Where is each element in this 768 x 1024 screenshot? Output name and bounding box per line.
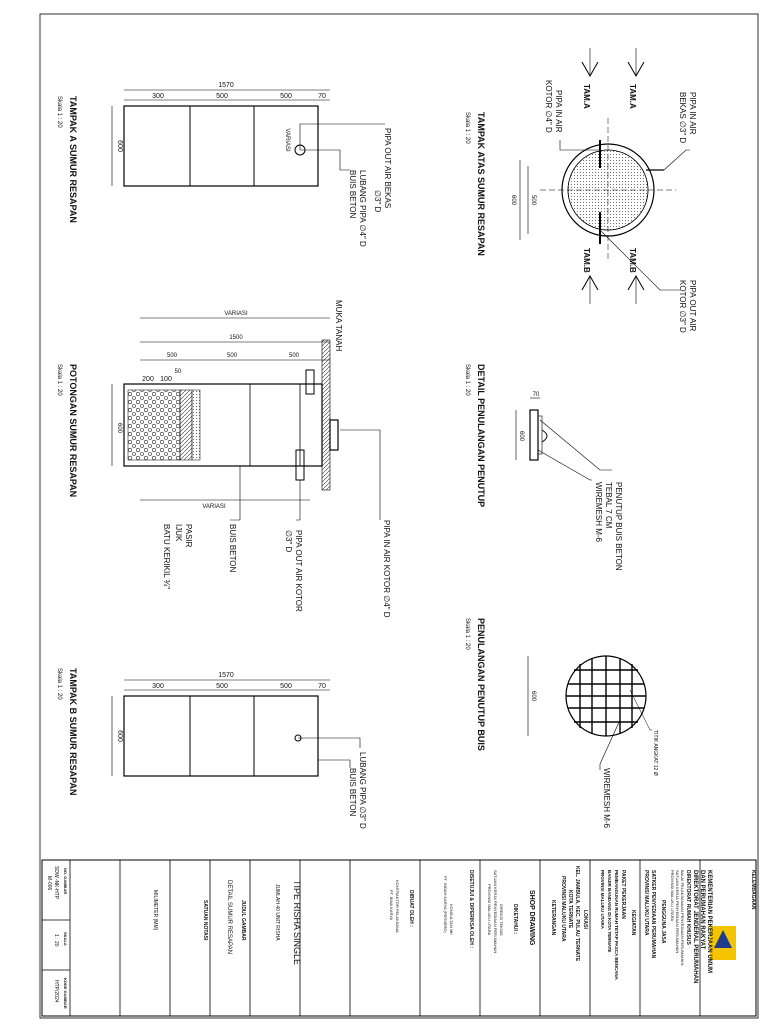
svg-text:BALAI PELAKSANAAN PENYEDIAAN P: BALAI PELAKSANAAN PENYEDIAAN PERUMAHAN [680,870,685,966]
svg-text:PAKET PEKERJAAN: PAKET PEKERJAAN [620,870,626,919]
svg-text:HTP/2024: HTP/2024 [53,980,59,1003]
sheet-border [40,14,758,1018]
detail-penutup-scale: Skala 1 : 20 [464,364,470,396]
label-diameter-out: ∅3" D [284,530,293,553]
tampak-b-scale: Skala 1 : 20 [56,668,62,700]
tampak-b-outline [124,696,318,776]
potongan-scale: Skala 1 : 20 [56,364,62,396]
dim-variasi: VARIASI [224,311,248,317]
gravel-layer [128,390,180,460]
svg-text:1 : 20: 1 : 20 [53,934,59,947]
svg-text:DISETUJUI & DIPERIKSA OLEH :: DISETUJUI & DIPERIKSA OLEH : [468,870,474,948]
svg-text:MILIMETER (MM): MILIMETER (MM) [152,890,158,931]
tag-tam-a: TAM.A [582,84,591,109]
dim-500: 500 [288,353,300,359]
label-lubang-pipa: LUBANG PIPA ∅4" D [358,170,367,247]
label-pipa-in-air: PIPA IN AIR [688,92,697,135]
dim-50: 50 [174,369,182,375]
tag-tam-a: TAM.A [628,84,637,109]
svg-text:KEGIATAN: KEGIATAN [630,910,636,936]
dim-1570: 1570 [218,672,234,679]
svg-text:KETERANGAN: KETERANGAN [550,900,556,936]
tipe-label: TIPE RISHA SINGLE [292,880,302,966]
drawing-title: DETAIL SUMUR RESAPAN [226,880,232,954]
svg-text:LOKASI: LOKASI [582,910,588,929]
pasir-layer [192,390,200,460]
svg-text:KONTRAKTOR PELAKSANA: KONTRAKTOR PELAKSANA [395,880,400,933]
cover-slab [330,420,338,450]
label-bekas: BEKAS ∅3" D [678,92,687,144]
svg-text:DIBUAT OLEH :: DIBUAT OLEH : [408,890,414,927]
label-buis-beton: BUIS BETON [348,768,357,817]
dim-70: 70 [318,683,326,690]
detail-penutup-title: DETAIL PENULANGAN PENUTUP [476,364,486,508]
dim-500: 500 [226,353,238,359]
dim-500: 500 [216,683,228,690]
lifting-hook [542,430,547,442]
label-tebal: TEBAL 7 CM [604,482,613,529]
svg-text:DAN PERUMAHAN RAKYAT: DAN PERUMAHAN RAKYAT [699,870,705,950]
svg-text:NO. GAMBAR: NO. GAMBAR [63,868,68,895]
dim-1570: 1570 [218,82,234,89]
svg-text:SATUAN KERJA PENYEDIAAN PERUMA: SATUAN KERJA PENYEDIAAN PERUMAHAN [675,870,680,954]
label-titik-angkat: TITIK ANGKAT 12 Ø [652,730,658,776]
svg-text:PENGGUNA JASA: PENGGUNA JASA [660,900,666,944]
svg-text:KEL. JAMBULA, KEC. PULAU TERNA: KEL. JAMBULA, KEC. PULAU TERNATE [574,866,580,962]
svg-text:DIREKTORAT RUMAH KHUSUS: DIREKTORAT RUMAH KHUSUS [685,870,691,945]
dim-200: 200 [142,376,154,383]
pipe-in [306,370,314,394]
ground-soil [322,340,330,490]
label-batu-kerikil: BATU KERIKIL ¾" [162,524,171,590]
dim-600: 600 [518,430,524,442]
potongan-title: POTONGAN SUMUR RESAPAN [68,364,78,498]
svg-text:DIREKSI TEKNIS: DIREKSI TEKNIS [499,904,504,936]
svg-text:SATKER PENYEDIAAN PERUMAHAN: SATKER PENYEDIAAN PERUMAHAN [650,870,656,959]
tag-tam-b: TAM.B [582,248,591,273]
label-pipa-out-air: PIPA OUT AIR [688,280,697,332]
dim-600: 600 [530,690,536,702]
svg-text:PROVINSI MALUKU UTARA: PROVINSI MALUKU UTARA [643,870,649,936]
label-kotor-out: KOTOR ∅3" D [678,280,687,333]
svg-text:PROVINSI MALUKU UTARA: PROVINSI MALUKU UTARA [487,884,492,936]
svg-text:BANJIR BANDANG DI KOTA TERNATE: BANJIR BANDANG DI KOTA TERNATE [607,870,612,953]
label-buis-beton: BUIS BETON [348,170,357,219]
label-ijuk: IJUK [174,524,183,542]
cover-slab-section [530,410,538,460]
svg-text:PT. INDAH KARYA (PERSERO): PT. INDAH KARYA (PERSERO) [443,876,448,933]
logo-label: KELEMBAGAAN [750,870,756,910]
svg-text:M-006: M-006 [46,876,52,891]
dim-1500: 1500 [229,335,243,341]
dim-600: 600 [116,730,123,742]
svg-text:PROVINSI MALUKU UTARA: PROVINSI MALUKU UTARA [560,876,566,942]
dim-300: 300 [152,683,164,690]
penulangan-scale: Skala 1 : 20 [464,618,470,650]
svg-text:KOTA TERNATE: KOTA TERNATE [567,890,573,929]
label-pipa-in-air-kotor: PIPA IN AIR KOTOR ∅4" D [382,520,391,618]
tampak-atas-scale: Skala 1 : 20 [464,112,470,144]
dim-500: 500 [280,683,292,690]
svg-text:SDW.-NK-HTP: SDW.-NK-HTP [53,866,59,900]
tampak-b-view [56,668,367,829]
label-pipa-out-air-kotor: PIPA OUT AIR KOTOR [294,530,303,612]
label-penutup-buis-beton: PENUTUP BUIS BETON [614,482,623,571]
svg-text:KONSULTAN MK: KONSULTAN MK [449,904,454,935]
tampak-atas-title: TAMPAK ATAS SUMUR RESAPAN [476,112,486,256]
detail-penutup-view [464,364,623,571]
svg-text:KODE GAMBAR: KODE GAMBAR [63,978,68,1009]
dim-500: 500 [216,93,228,100]
dim-300: 300 [152,93,164,100]
dim-100: 100 [160,376,172,383]
dim-600: 600 [116,422,122,434]
tampak-a-view [56,82,392,247]
svg-text:KEMENTERIAN PEKERJAAN UMUM: KEMENTERIAN PEKERJAAN UMUM [706,870,712,974]
svg-text:PROVINSI MALUKU UTARA: PROVINSI MALUKU UTARA [670,870,675,922]
potongan-view [56,300,391,618]
svg-text:JUDUL GAMBAR: JUDUL GAMBAR [240,900,246,941]
label-pipa-in-air: PIPA IN AIR [554,90,563,133]
svg-text:SKALA: SKALA [63,932,68,946]
tampak-b-title: TAMPAK B SUMUR RESAPAN [68,668,78,796]
label-muka-tanah: MUKA TANAH [334,300,343,352]
tampak-atas-view [464,48,697,333]
svg-text:DIKETAHUI :: DIKETAHUI : [512,904,518,934]
svg-text:SHOP DRAWING: SHOP DRAWING [528,890,535,946]
svg-text:PROVINSI MALUKU UTARA: PROVINSI MALUKU UTARA [600,870,605,929]
label-wiremesh: WIREMESH M-6 [594,482,603,542]
tampak-a-scale: Skala 1 : 20 [56,96,62,128]
variasi-label: VARIASI [284,128,290,152]
svg-text:PT. BINA KARYA: PT. BINA KARYA [389,890,394,921]
svg-text:DIREKTORAT JENDERAL PERUMAHAN: DIREKTORAT JENDERAL PERUMAHAN [692,870,698,984]
penulangan-view [464,618,658,829]
label-pasir: PASIR [184,524,193,548]
dim-variasi: VARIASI [202,504,226,510]
dim-70: 70 [532,392,540,398]
dim-70: 70 [318,93,326,100]
label-diameter: ∅3" D [373,190,382,213]
tampak-a-title: TAMPAK A SUMUR RESAPAN [68,96,78,223]
title-block [42,860,756,1016]
label-buis-beton: BUIS BETON [228,524,237,573]
penulangan-title: PENULANGAN PENUTUP BUIS [476,618,486,751]
svg-text:SATUAN NOTASI: SATUAN NOTASI [202,900,208,941]
svg-text:JUMLAH 40 UNIT RISHA: JUMLAH 40 UNIT RISHA [274,884,280,941]
svg-text:PEMBANGUNAN RUMAH TETAP PASCA: PEMBANGUNAN RUMAH TETAP PASCA BENCANA [614,870,619,980]
tag-tam-b: TAM.B [628,248,637,273]
label-lubang-pipa: LUBANG PIPA ∅3" D [358,752,367,829]
label-kotor: KOTOR ∅4" D [544,80,553,133]
dim-500: 500 [530,194,536,206]
ijuk-layer [180,390,192,460]
dim-500: 500 [166,353,178,359]
dim-600: 600 [116,140,123,152]
svg-text:SATUAN KERJA PENYEDIAAN PERUMA: SATUAN KERJA PENYEDIAAN PERUMAHAN [493,870,498,954]
label-wiremesh: WIREMESH M-6 [602,768,611,828]
dim-500: 500 [280,93,292,100]
dim-600: 600 [510,194,516,206]
label-pipa-out-air-bekas: PIPA OUT AIR BEKAS [383,128,392,209]
